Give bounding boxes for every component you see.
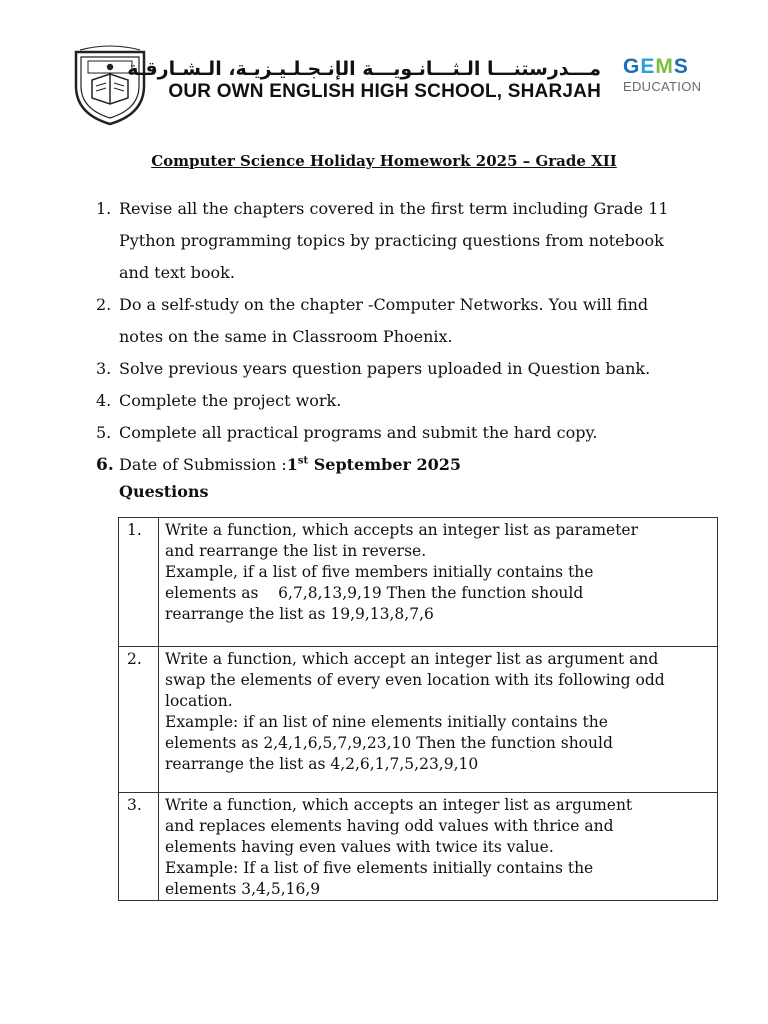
letterhead xyxy=(70,44,710,130)
question-line: elements having even values with twice its value. xyxy=(165,838,554,856)
question-line: rearrange the list as 4,2,6,1,7,5,23,9,10 xyxy=(165,755,479,773)
task-text: Python programming topics by practicing questions from notebook xyxy=(119,231,664,250)
task-text: Solve previous years question papers uploaded in Question bank. xyxy=(119,359,651,378)
gems-logo-mark: GEMS xyxy=(623,55,689,78)
questions-heading: Questions xyxy=(119,482,209,501)
question-line: Write a function, which accepts an integer list as parameter xyxy=(165,521,639,539)
task-number: 4. xyxy=(96,391,112,410)
task-number: 2. xyxy=(96,295,112,314)
submission-date-label: Date of Submission : xyxy=(119,455,287,474)
task-text: Do a self-study on the chapter -Computer Networks. You will find xyxy=(119,295,649,314)
list-item xyxy=(96,417,706,449)
task-text: and text book. xyxy=(119,263,235,282)
question-line: elements as 2,4,1,6,5,7,9,23,10 Then the function should xyxy=(165,734,613,752)
question-line: Write a function, which accept an integer list as argument and xyxy=(165,650,659,668)
question-line: and replaces elements having odd values with thrice and xyxy=(165,817,614,835)
question-line: Example: if an list of nine elements initially contains the xyxy=(165,713,608,731)
question-number: 1. xyxy=(119,518,159,647)
questions-table xyxy=(118,517,718,901)
table-row xyxy=(119,647,718,793)
question-line: and rearrange the list in reverse. xyxy=(165,542,427,560)
question-line: elements 3,4,5,16,9 xyxy=(165,880,321,898)
question-number: 2. xyxy=(119,647,159,793)
list-item xyxy=(96,289,706,353)
list-item xyxy=(96,193,706,289)
question-line: Example: If a list of five elements initially contains the xyxy=(165,859,594,877)
question-line: location. xyxy=(165,692,233,710)
submission-date-value xyxy=(287,455,461,474)
school-crest-icon xyxy=(70,44,150,126)
table-row xyxy=(119,518,718,647)
question-text xyxy=(159,793,718,901)
gems-education-logo xyxy=(623,56,705,94)
question-text xyxy=(159,518,718,647)
task-text: Complete all practical programs and submit the hard copy. xyxy=(119,423,598,442)
table-row xyxy=(119,793,718,901)
list-item xyxy=(96,353,706,385)
submission-date-line xyxy=(119,449,706,481)
task-number: 5. xyxy=(96,423,112,442)
question-line: swap the elements of every even location with its following odd xyxy=(165,671,665,689)
submission-date-day: 1 xyxy=(286,455,298,474)
school-name-arabic: مـــدرستنـــا الـثـــانـويـــة الإنـجـلـيـزيـة، الـشـارقـة xyxy=(127,58,601,80)
gems-logo-subtitle: EDUCATION xyxy=(623,79,702,94)
question-number: 3. xyxy=(119,793,159,901)
submission-date-suffix: st xyxy=(297,455,309,467)
task-list xyxy=(96,193,706,481)
task-number: 6. xyxy=(96,455,114,475)
school-name-english: OUR OWN ENGLISH HIGH SCHOOL, SHARJAH xyxy=(168,81,601,102)
task-text: notes on the same in Classroom Phoenix. xyxy=(119,327,453,346)
task-text: Complete the project work. xyxy=(119,391,342,410)
list-item xyxy=(96,385,706,417)
question-line: rearrange the list as 19,9,13,8,7,6 xyxy=(165,605,434,623)
submission-date-rest: September 2025 xyxy=(308,455,462,474)
task-number: 1. xyxy=(96,199,112,218)
list-item xyxy=(96,449,706,481)
question-line: Example, if a list of five members initially contains the xyxy=(165,563,594,581)
page-title: Computer Science Holiday Homework 2025 – Grade XII xyxy=(151,152,617,170)
question-line: elements as 6,7,8,13,9,19 Then the function should xyxy=(165,584,584,602)
question-text xyxy=(159,647,718,793)
task-number: 3. xyxy=(96,359,112,378)
task-text: Revise all the chapters covered in the first term including Grade 11 xyxy=(119,199,669,218)
question-line: Write a function, which accepts an integer list as argument xyxy=(165,796,633,814)
